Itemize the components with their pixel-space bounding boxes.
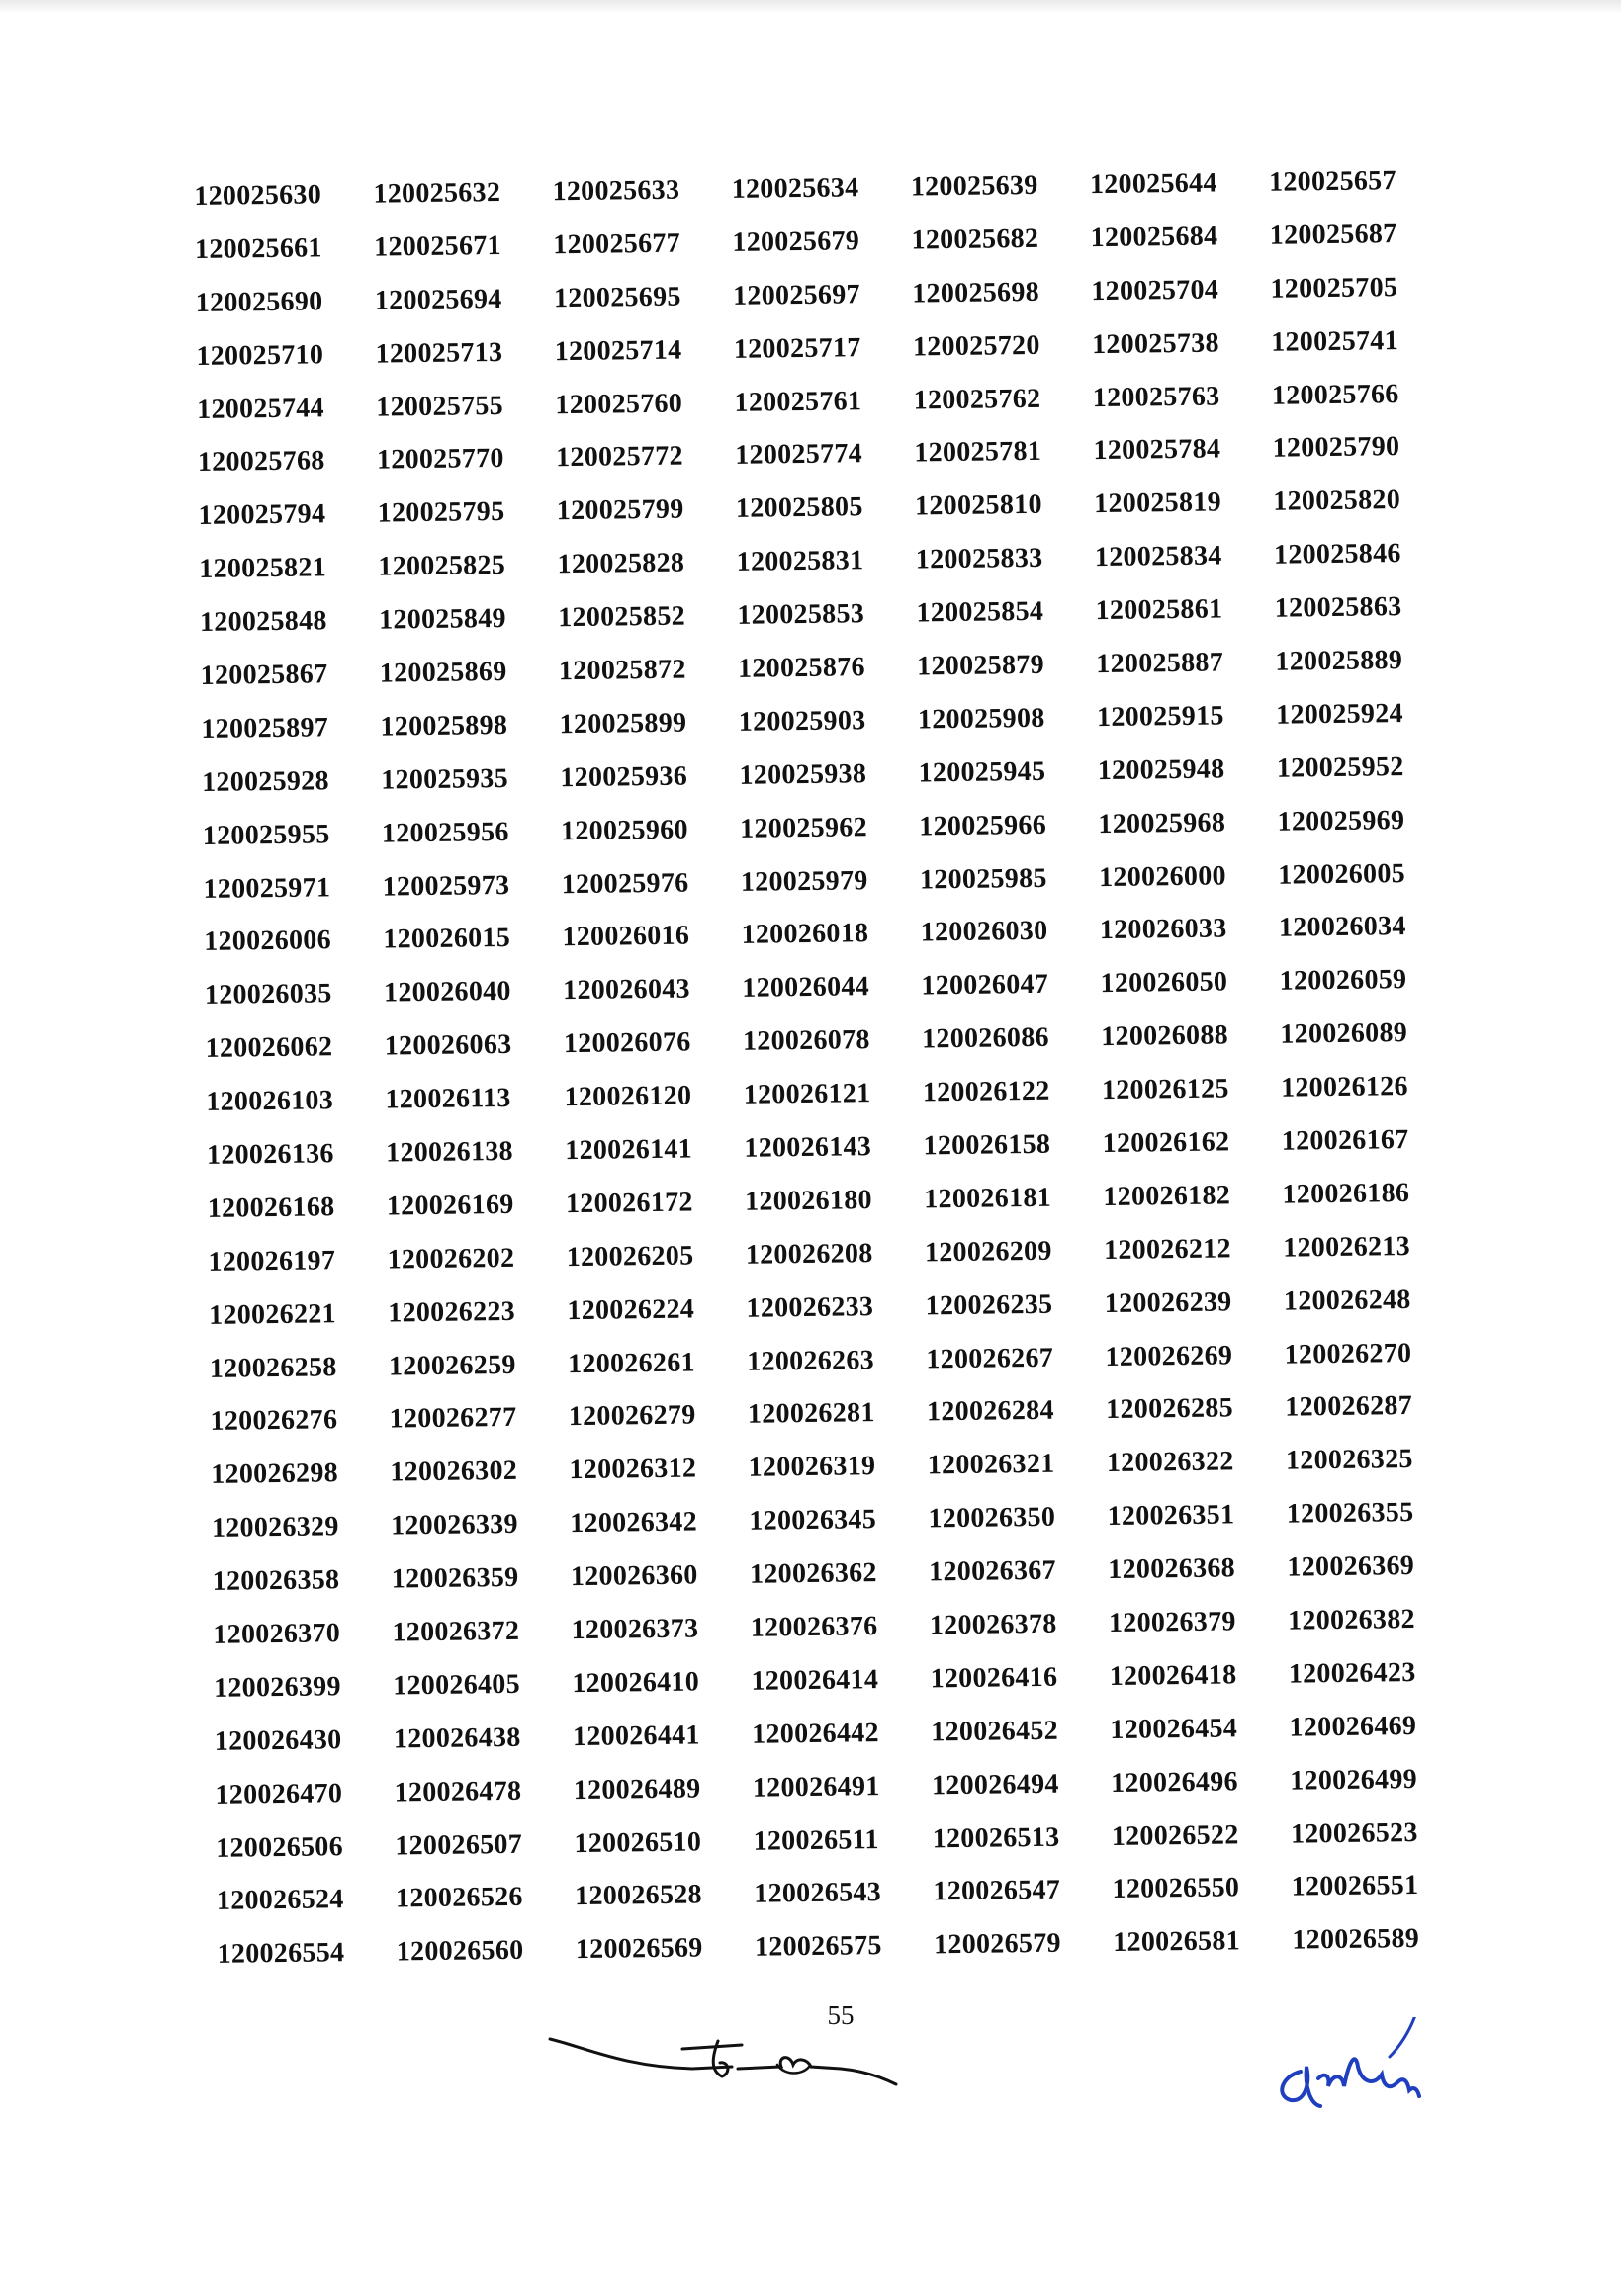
roll-number-cell: 120025968	[1098, 807, 1226, 839]
roll-number-cell: 120025794	[198, 498, 326, 532]
roll-number-cell: 120026329	[211, 1511, 339, 1545]
roll-number-cell: 120025879	[916, 649, 1045, 682]
roll-number-cell: 120026469	[1289, 1710, 1417, 1743]
roll-number-cell: 120025938	[739, 757, 867, 791]
roll-number-cell: 120026033	[1099, 913, 1227, 946]
roll-number-cell: 120026506	[216, 1830, 344, 1864]
roll-number-cell: 120025632	[373, 176, 501, 210]
roll-number-cell: 120026373	[571, 1613, 699, 1646]
roll-number-cell: 120026089	[1280, 1017, 1408, 1050]
roll-number-cell: 120025966	[919, 809, 1047, 842]
roll-number-cell: 120026442	[751, 1717, 880, 1750]
roll-number-cell: 120025714	[554, 334, 682, 367]
roll-number-cell: 120025821	[199, 552, 327, 585]
roll-number-cell: 120025805	[735, 491, 863, 525]
roll-number-cell: 120026470	[215, 1777, 343, 1810]
roll-number-cell: 120025698	[912, 276, 1040, 309]
roll-number-cell: 120026016	[562, 920, 690, 953]
roll-number-cell: 120026489	[573, 1773, 701, 1806]
roll-number-cell: 120026379	[1108, 1606, 1236, 1639]
roll-number-cell: 120025762	[913, 383, 1041, 415]
roll-number-cell: 120026528	[574, 1879, 703, 1912]
roll-number-cell: 120026526	[395, 1882, 523, 1914]
roll-number-cell: 120026078	[742, 1024, 870, 1057]
roll-number-cell: 120026059	[1279, 964, 1407, 997]
roll-number-cell: 120026452	[931, 1715, 1059, 1748]
roll-number-cell: 120025899	[559, 707, 687, 741]
roll-number-cell: 120025795	[377, 496, 505, 529]
roll-number-cell: 120025671	[373, 229, 502, 263]
roll-number-cell: 120025985	[919, 862, 1047, 895]
roll-number-cell: 120025704	[1091, 274, 1219, 307]
roll-number-cell: 120026575	[754, 1930, 882, 1964]
roll-number-cell: 120025661	[194, 232, 322, 265]
roll-number-cell: 120025887	[1096, 647, 1224, 680]
roll-number-cell: 120026399	[213, 1671, 341, 1704]
roll-number-cell: 120026410	[572, 1666, 700, 1699]
roll-number-cell: 120025755	[376, 390, 504, 423]
roll-number-cell: 120026285	[1105, 1392, 1234, 1426]
roll-number-cell: 120026287	[1285, 1390, 1413, 1424]
roll-number-cell: 120025849	[378, 602, 507, 636]
roll-number-cell: 120026298	[211, 1457, 339, 1491]
roll-number-cell: 120025971	[203, 871, 331, 905]
roll-number-cell: 120026086	[921, 1021, 1050, 1055]
page-number: 55	[827, 2000, 855, 2030]
roll-number-cell: 120026167	[1281, 1123, 1409, 1157]
roll-number-cell: 120026259	[388, 1349, 516, 1382]
roll-number-cell: 120026213	[1283, 1230, 1411, 1264]
roll-number-cell: 120026491	[752, 1770, 880, 1804]
roll-number-cell: 120025833	[915, 542, 1043, 575]
roll-number-cell: 120026522	[1111, 1818, 1239, 1852]
roll-number-cell: 120025761	[734, 385, 862, 418]
roll-number-cell: 120026370	[213, 1618, 341, 1650]
roll-number-cell: 120026005	[1278, 857, 1406, 891]
roll-number-cell: 120025630	[194, 179, 322, 212]
roll-number-cell: 120026030	[920, 916, 1048, 948]
roll-number-cell: 120026120	[564, 1080, 692, 1113]
roll-number-cell: 120026560	[396, 1935, 524, 1968]
roll-number-cell: 120026221	[208, 1297, 337, 1331]
roll-number-cell: 120025710	[196, 338, 324, 372]
roll-number-cell: 120026551	[1291, 1870, 1419, 1903]
roll-number-cell: 120026284	[926, 1395, 1054, 1428]
roll-number-cell: 120026423	[1288, 1656, 1416, 1690]
roll-number-cell: 120026233	[746, 1290, 874, 1324]
roll-number-cell: 120026438	[393, 1722, 521, 1755]
roll-number-cell: 120026589	[1292, 1923, 1420, 1956]
roll-number-cell: 120026126	[1280, 1071, 1408, 1104]
roll-number-cell: 120026342	[570, 1506, 698, 1540]
roll-number-cell: 120025897	[201, 712, 329, 745]
roll-number-cell: 120025694	[374, 283, 502, 316]
roll-number-cell: 120026162	[1102, 1126, 1230, 1160]
roll-number-cell: 120026325	[1285, 1444, 1413, 1476]
roll-number-cell: 120026569	[575, 1932, 703, 1966]
roll-number-cell: 120026513	[932, 1821, 1060, 1854]
roll-number-cell: 120026312	[569, 1453, 697, 1486]
roll-number-cell: 120026103	[206, 1085, 334, 1117]
roll-number-cell: 120025657	[1268, 165, 1396, 198]
roll-number-cell: 120025684	[1090, 221, 1218, 253]
roll-number-cell: 120026076	[563, 1026, 691, 1060]
scan-edge	[0, 0, 1621, 14]
roll-number-cell: 120025634	[731, 172, 859, 205]
roll-number-cell: 120026511	[753, 1823, 879, 1857]
roll-number-cell: 120026510	[574, 1825, 702, 1859]
roll-number-cell: 120026035	[204, 978, 332, 1012]
roll-number-cell: 120025976	[561, 867, 689, 900]
roll-number-cell: 120026322	[1106, 1446, 1234, 1479]
roll-number-cell: 120026277	[389, 1402, 517, 1435]
roll-number-cell: 120025781	[914, 436, 1042, 469]
roll-number-cell: 120026047	[921, 969, 1049, 1002]
roll-number-cell: 120025952	[1276, 751, 1404, 784]
roll-number-cell: 120025956	[381, 816, 509, 849]
roll-number-cell: 120026416	[930, 1661, 1058, 1695]
roll-number-cell: 120025772	[555, 440, 684, 474]
roll-number-cell: 120026554	[217, 1937, 345, 1971]
roll-number-cell: 120026430	[214, 1723, 342, 1757]
roll-number-cell: 120026414	[751, 1663, 879, 1697]
roll-number-cell: 120026158	[923, 1128, 1051, 1162]
roll-number-cell: 120025889	[1275, 644, 1403, 677]
roll-number-cell: 120025717	[733, 331, 861, 365]
roll-number-cell: 120026018	[741, 918, 869, 951]
roll-number-cell: 120025690	[195, 286, 323, 318]
roll-number-cell: 120025928	[201, 764, 330, 798]
roll-number-cell: 120025854	[916, 595, 1044, 629]
roll-number-cell: 120026581	[1113, 1925, 1241, 1959]
roll-number-cell: 120026523	[1290, 1816, 1418, 1850]
roll-number-cell: 120026358	[212, 1564, 340, 1597]
roll-number-cell: 120026263	[747, 1344, 875, 1377]
roll-number-cell: 120026212	[1103, 1233, 1231, 1266]
roll-number-table	[194, 153, 1472, 1982]
roll-number-cell: 120026239	[1104, 1286, 1232, 1319]
roll-number-cell: 120026302	[390, 1456, 518, 1488]
roll-number-cell: 120025852	[558, 600, 686, 634]
roll-number-cell: 120025935	[381, 762, 509, 796]
roll-number-cell: 120026499	[1290, 1763, 1418, 1797]
roll-number-cell: 120026355	[1286, 1497, 1414, 1530]
roll-number-cell: 120026182	[1103, 1180, 1231, 1212]
roll-number-cell: 120025834	[1094, 540, 1222, 574]
roll-number-cell: 120026235	[925, 1288, 1053, 1322]
roll-number-cell: 120025936	[560, 760, 688, 793]
roll-number-cell: 120025644	[1089, 167, 1217, 201]
roll-number-cell: 120025697	[732, 278, 861, 311]
roll-number-cell: 120026362	[749, 1557, 877, 1590]
roll-number-cell: 120025720	[912, 329, 1040, 363]
roll-number-cell: 120026547	[933, 1875, 1061, 1907]
roll-number-cell: 120026043	[562, 973, 691, 1007]
roll-number-cell: 120026339	[390, 1509, 519, 1542]
roll-number-cell: 120025682	[911, 222, 1039, 256]
roll-number-cell: 120025955	[202, 818, 330, 851]
roll-number-cell: 120026454	[1110, 1713, 1238, 1745]
roll-number-cell: 120026040	[383, 976, 511, 1009]
roll-number-cell: 120025962	[739, 811, 868, 844]
roll-number-cell: 120025869	[379, 656, 507, 689]
signature-right	[1271, 2017, 1449, 2126]
roll-number-cell: 120026062	[205, 1031, 333, 1065]
roll-number-cell: 120025639	[910, 169, 1038, 203]
roll-number-cell: 120026224	[567, 1293, 695, 1326]
roll-number-cell: 120025774	[735, 438, 863, 472]
roll-number-cell: 120025763	[1092, 380, 1220, 413]
roll-number-cell: 120026208	[745, 1237, 873, 1271]
roll-number-cell: 120026494	[931, 1768, 1059, 1802]
roll-number-cell: 120026169	[386, 1189, 514, 1222]
roll-number-cell: 120025863	[1274, 591, 1402, 624]
roll-number-cell: 120026382	[1287, 1603, 1416, 1636]
roll-number-cell: 120026050	[1100, 966, 1228, 1000]
roll-number-cell: 120026258	[209, 1351, 337, 1384]
roll-number-cell: 120026180	[744, 1184, 873, 1217]
roll-number-cell: 120026405	[393, 1668, 521, 1702]
roll-number-cell: 120025867	[200, 659, 328, 691]
roll-number-cell: 120026172	[565, 1187, 693, 1220]
roll-number-cell: 120026168	[207, 1192, 335, 1224]
roll-number-cell: 120026360	[570, 1559, 698, 1593]
roll-number-cell: 120025784	[1093, 433, 1221, 467]
roll-number-cell: 120025876	[737, 652, 865, 684]
roll-number-cell: 120026270	[1284, 1337, 1412, 1370]
roll-number-cell: 120025819	[1094, 486, 1222, 520]
roll-number-cell: 120025979	[740, 864, 868, 898]
roll-number-cell: 120025898	[380, 709, 508, 743]
roll-number-cell: 120026319	[748, 1451, 876, 1484]
roll-number-cell: 120025760	[555, 388, 683, 420]
roll-number-cell: 120026269	[1105, 1339, 1233, 1372]
roll-number-cell: 120025969	[1277, 804, 1405, 838]
roll-number-cell: 120025915	[1096, 700, 1224, 733]
roll-number-cell: 120025848	[199, 605, 327, 639]
roll-number-cell: 120026136	[206, 1138, 334, 1171]
roll-number-cell: 120026186	[1282, 1177, 1410, 1210]
roll-number-cell: 120026276	[210, 1404, 338, 1438]
signature-left	[544, 2027, 900, 2096]
roll-number-cell: 120026359	[391, 1561, 519, 1595]
roll-number-cell: 120026000	[1098, 859, 1227, 893]
roll-number-cell: 120026418	[1109, 1659, 1237, 1692]
roll-number-cell: 120025705	[1270, 271, 1398, 305]
roll-number-cell: 120025713	[375, 336, 503, 370]
roll-number-cell: 120026122	[922, 1075, 1050, 1108]
roll-number-cell: 120026044	[742, 971, 870, 1005]
roll-number-cell: 120026524	[216, 1884, 344, 1917]
roll-number-cell: 120026261	[567, 1347, 696, 1379]
roll-number-cell: 120026369	[1287, 1550, 1415, 1583]
roll-number-cell: 120026267	[926, 1342, 1054, 1374]
roll-number-cell: 120026279	[568, 1399, 696, 1433]
roll-number-cell: 120026015	[383, 923, 511, 955]
roll-number-cell: 120026138	[385, 1135, 514, 1169]
roll-number-cell: 120025799	[556, 493, 684, 527]
roll-number-cell: 120026209	[924, 1235, 1052, 1269]
roll-number-cell: 120026088	[1101, 1019, 1229, 1053]
roll-number-cell: 120025903	[738, 704, 866, 738]
roll-number-cell: 120026202	[387, 1242, 515, 1276]
roll-number-cell: 120025770	[376, 443, 504, 476]
roll-number-cell: 120026368	[1108, 1552, 1236, 1586]
roll-number-cell: 120025861	[1095, 593, 1223, 627]
roll-number-cell: 120026141	[565, 1133, 693, 1167]
roll-number-cell: 120026125	[1101, 1073, 1229, 1106]
roll-number-cell: 120026579	[933, 1928, 1062, 1961]
roll-number-cell: 120025828	[557, 547, 685, 580]
roll-number-cell: 120025820	[1273, 485, 1401, 518]
roll-number-cell: 120026543	[754, 1877, 882, 1910]
roll-number-cell: 120026496	[1110, 1765, 1239, 1799]
roll-number-cell: 120025872	[558, 654, 686, 687]
roll-number-cell: 120026550	[1112, 1872, 1240, 1905]
roll-number-cell: 120026441	[572, 1720, 700, 1752]
roll-number-cell: 120025810	[914, 489, 1042, 522]
roll-number-cell: 120026113	[385, 1082, 511, 1115]
roll-number-cell: 120026345	[749, 1504, 877, 1537]
roll-number-cell: 120026372	[392, 1615, 520, 1648]
roll-number-cell: 120025677	[553, 227, 681, 261]
roll-number-cell: 120025790	[1272, 431, 1400, 465]
roll-number-cell: 120026478	[394, 1775, 522, 1809]
roll-number-cell: 120025960	[560, 814, 688, 846]
roll-number-cell: 120025679	[732, 225, 860, 258]
roll-number-cell: 120025831	[736, 545, 864, 578]
roll-number-cell: 120026378	[929, 1608, 1057, 1641]
roll-number-cell: 120025924	[1275, 697, 1404, 731]
roll-number-cell: 120026376	[750, 1611, 878, 1643]
roll-number-cell: 120025853	[737, 598, 865, 631]
roll-number-cell: 120025738	[1091, 327, 1219, 360]
roll-number-cell: 120026281	[747, 1397, 875, 1431]
roll-number-cell: 120026034	[1278, 911, 1406, 944]
roll-number-cell: 120025908	[917, 702, 1045, 736]
roll-number-cell: 120025846	[1273, 538, 1401, 571]
roll-number-cell: 120026321	[927, 1449, 1055, 1481]
roll-number-cell: 120025973	[382, 869, 510, 903]
roll-number-cell: 120025945	[918, 755, 1046, 789]
roll-number-cell: 120026181	[924, 1182, 1052, 1215]
roll-number-cell: 120025825	[378, 550, 506, 582]
roll-number-cell: 120025768	[197, 445, 325, 479]
roll-number-cell: 120026121	[743, 1078, 871, 1110]
roll-number-table-body	[194, 153, 1472, 1982]
roll-number-cell: 120026063	[384, 1029, 512, 1062]
roll-number-cell: 120026223	[388, 1295, 516, 1329]
roll-number-cell: 120026367	[928, 1554, 1057, 1588]
roll-number-cell: 120026143	[744, 1131, 872, 1164]
roll-number-cell: 120026350	[928, 1501, 1056, 1535]
roll-number-cell: 120025695	[553, 281, 681, 313]
roll-number-cell: 120026351	[1107, 1499, 1235, 1533]
roll-number-cell: 120026006	[204, 925, 332, 958]
roll-number-cell: 120026507	[395, 1828, 523, 1862]
roll-number-cell: 120025948	[1097, 753, 1225, 786]
roll-number-cell: 120026205	[566, 1240, 694, 1273]
roll-number-cell: 120025766	[1271, 378, 1399, 411]
roll-number-cell: 120025744	[196, 392, 325, 425]
roll-number-cell: 120025741	[1271, 324, 1399, 358]
roll-number-cell: 120025633	[552, 174, 680, 208]
roll-number-cell: 120026197	[208, 1244, 336, 1278]
roll-number-cell: 120026248	[1283, 1283, 1411, 1317]
roll-number-cell: 120025687	[1269, 218, 1397, 251]
